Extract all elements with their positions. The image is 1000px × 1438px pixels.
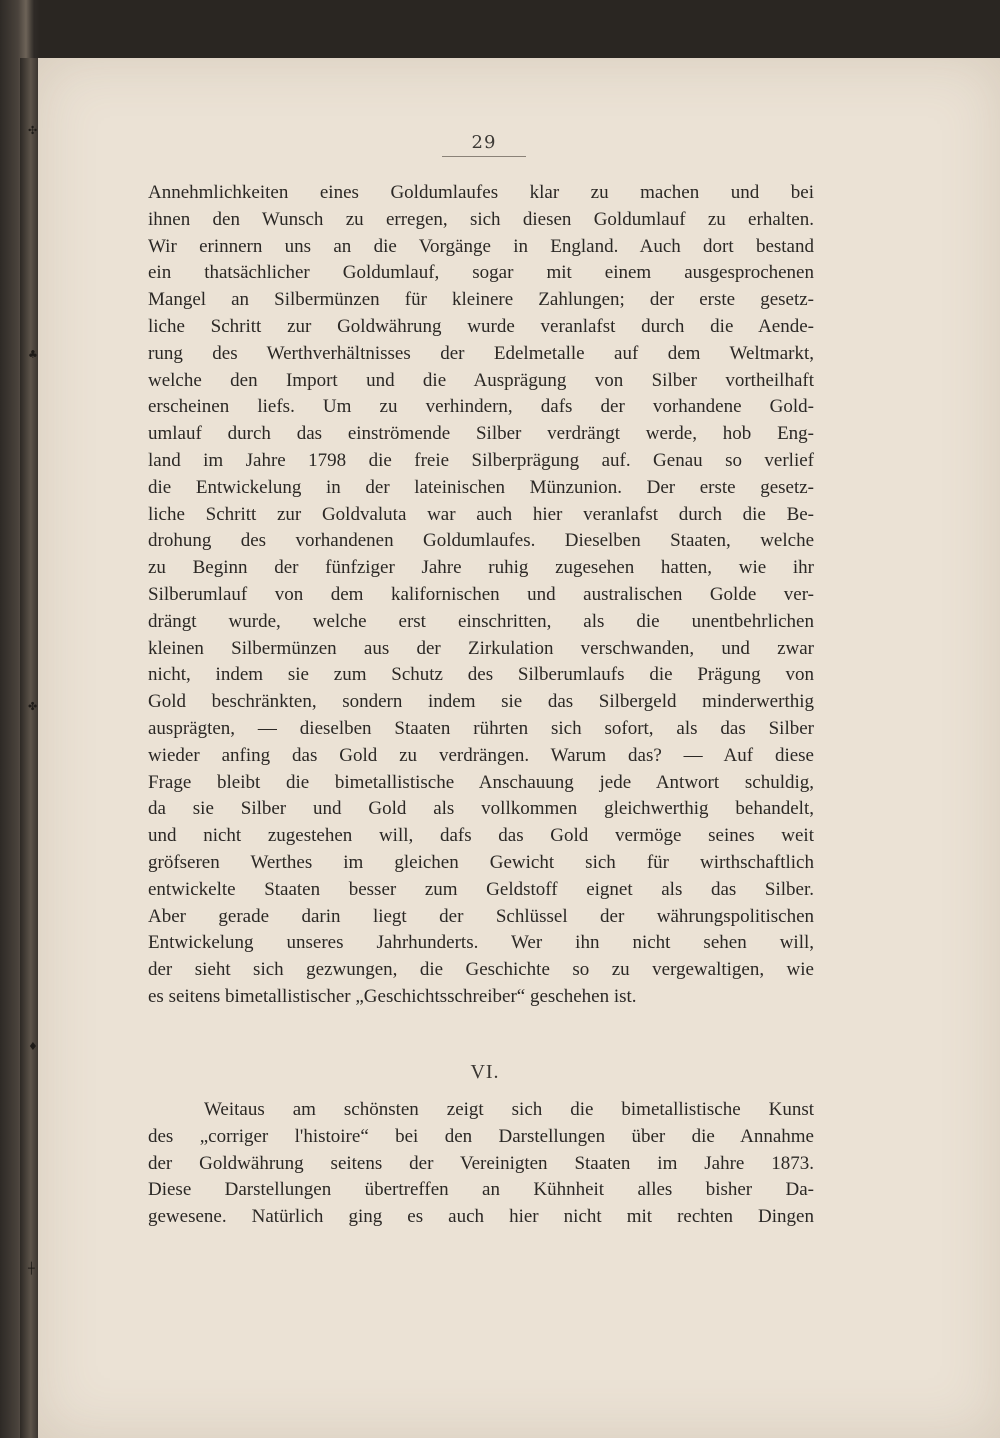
text-line: erscheinen liefs. Um zu verhindern, dafs der vorhandene Gold-	[148, 396, 814, 418]
paragraph-1	[148, 180, 814, 1011]
text-line: Diese Darstellungen übertreffen an Kühnheit alles bisher Da-	[148, 1179, 814, 1201]
book-binding-edge	[20, 58, 38, 1438]
text-line: es seitens bimetallistischer „Geschichtsschreiber“ geschehen ist.	[148, 985, 637, 1007]
text-line: drohung des vorhandenen Goldumlaufes. Dieselben Staaten, welche	[148, 530, 814, 552]
text-line: welche den Import und die Ausprägung von Silber vortheilhaft	[148, 369, 814, 391]
text-line: Mangel an Silbermünzen für kleinere Zahlungen; der erste gesetz-	[148, 289, 814, 311]
text-line: nicht, indem sie zum Schutz des Silberumlaufs die Prägung von	[148, 664, 814, 686]
text-line: Frage bleibt die bimetallistische Anschauung jede Antwort schuldig,	[148, 771, 814, 793]
page-number-rule	[442, 156, 526, 157]
text-line: rung des Werthverhältnisses der Edelmetalle auf dem Weltmarkt,	[148, 342, 814, 364]
margin-mark: ♦	[28, 1040, 38, 1053]
text-line: gröfseren Werthes im gleichen Gewicht sich für wirthschaftlich	[148, 851, 814, 873]
text-line: umlauf durch das einströmende Silber verdrängt werde, hob Eng-	[148, 423, 814, 445]
text-line: Aber gerade darin liegt der Schlüssel der währungspolitischen	[148, 905, 814, 927]
text-line: Wir erinnern uns an die Vorgänge in England. Auch dort bestand	[148, 235, 814, 257]
text-line: Silberumlauf von dem kalifornischen und australischen Golde ver-	[148, 583, 814, 605]
paragraph-2	[148, 1097, 814, 1231]
text-line: kleinen Silbermünzen aus der Zirkulation verschwanden, und zwar	[148, 637, 814, 659]
margin-mark: ┼	[28, 1262, 35, 1275]
text-line: Weitaus am schönsten zeigt sich die bimetallistische Kunst	[204, 1099, 814, 1120]
text-line: Gold beschränkten, sondern indem sie das Silbergeld minderwerthig	[148, 691, 814, 713]
text-line: des „corriger l'histoire“ bei den Darstellungen über die Annahme	[148, 1125, 814, 1147]
section-heading: VI.	[470, 1061, 500, 1083]
text-line: entwickelte Staaten besser zum Geldstoff eignet als das Silber.	[148, 878, 814, 900]
text-line: gewesene. Natürlich ging es auch hier nicht mit rechten Dingen	[148, 1206, 814, 1228]
text-line: die Entwickelung in der lateinischen Münzunion. Der erste gesetz-	[148, 476, 814, 498]
text-line: da sie Silber und Gold als vollkommen gleichwerthig behandelt,	[148, 798, 814, 820]
text-line: ein thatsächlicher Goldumlauf, sogar mit einem ausgesprochenen	[148, 262, 814, 284]
text-line: ihnen den Wunsch zu erregen, sich diesen Goldumlauf zu erhalten.	[148, 208, 814, 230]
margin-mark: ✤	[28, 700, 38, 713]
text-line: zu Beginn der fünfziger Jahre ruhig zugesehen hatten, wie ihr	[148, 557, 814, 579]
text-line: liche Schritt zur Goldwährung wurde veranlafst durch die Aende-	[148, 315, 814, 337]
text-line: land im Jahre 1798 die freie Silberprägung auf. Genau so verlief	[148, 449, 814, 471]
text-line: Entwickelung unseres Jahrhunderts. Wer ihn nicht sehen will,	[148, 932, 814, 954]
margin-mark: ♣	[28, 348, 38, 361]
page-number: 29	[471, 132, 497, 153]
text-line: liche Schritt zur Goldvaluta war auch hier veranlafst durch die Be-	[148, 503, 814, 525]
text-line: Annehmlichkeiten eines Goldumlaufes klar zu machen und bei	[148, 182, 814, 203]
text-line: wieder anfing das Gold zu verdrängen. Warum das? — Auf diese	[148, 744, 814, 766]
margin-mark: ✣	[28, 124, 38, 137]
text-line: der Goldwährung seitens der Vereinigten Staaten im Jahre 1873.	[148, 1152, 814, 1174]
text-line: und nicht zugestehen will, dafs das Gold vermöge seines weit	[148, 825, 814, 847]
text-line: ausprägten, — dieselben Staaten rührten sich sofort, als das Silber	[148, 717, 814, 739]
text-line: drängt wurde, welche erst einschritten, als die unentbehrlichen	[148, 610, 814, 632]
text-line: der sieht sich gezwungen, die Geschichte so zu vergewaltigen, wie	[148, 959, 814, 981]
